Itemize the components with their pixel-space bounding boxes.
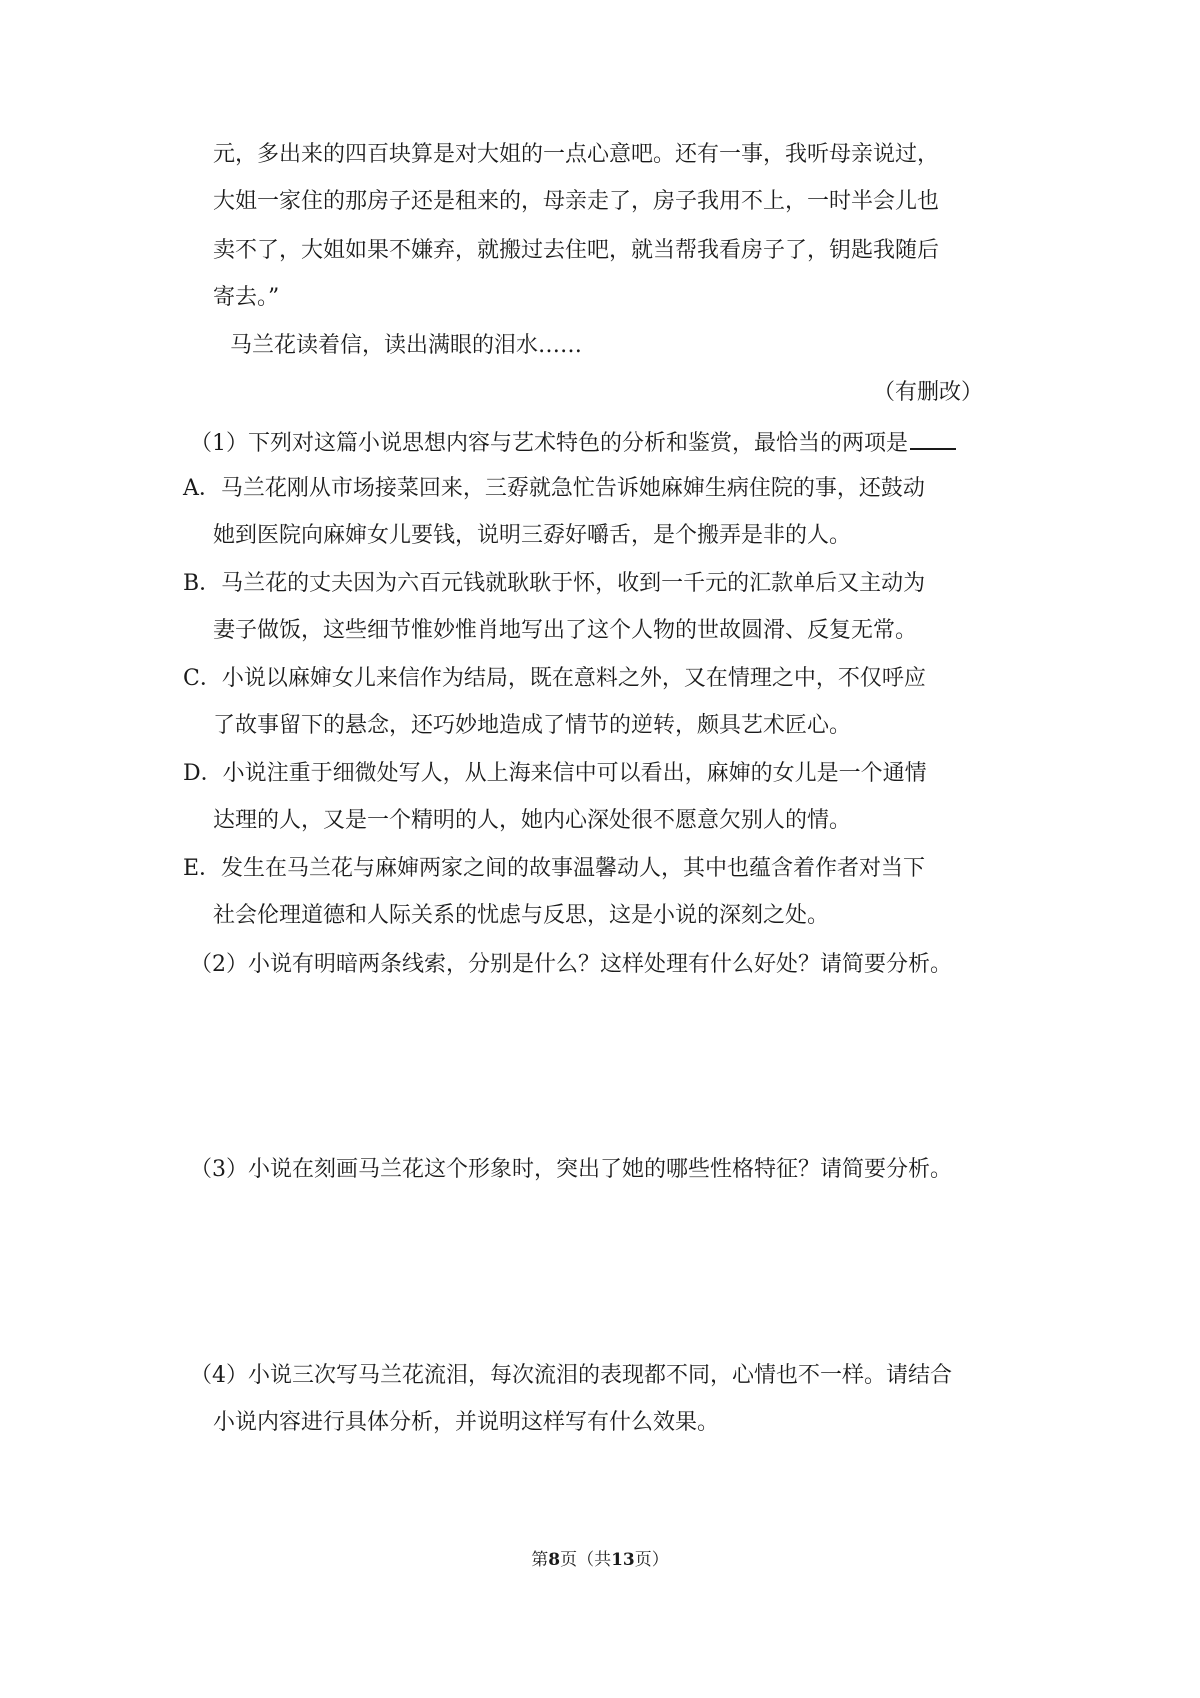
passage-line: 卖不了，大姐如果不嫌弃，就搬过去住吧，就当帮我看房子了，钥匙我随后 <box>213 238 940 263</box>
passage-line: 寄去。” <box>213 285 280 310</box>
question-3: （3）小说在刻画马兰花这个形象时，突出了她的哪些性格特征？请简要分析。 <box>190 1157 952 1182</box>
passage-closing: 马兰花读着信，读出满眼的泪水…… <box>230 333 583 358</box>
option-b-line2: 妻子做饭，这些细节惟妙惟肖地写出了这个人物的世故圆滑、反复无常。 <box>213 618 918 643</box>
option-c-line2: 了故事留下的悬念，还巧妙地造成了情节的逆转，颇具艺术匠心。 <box>213 713 852 738</box>
option-e-line1: E．发生在马兰花与麻婶两家之间的故事温馨动人，其中也蕴含着作者对当下 <box>183 856 926 881</box>
footer-page-number: 8 <box>548 1550 561 1570</box>
footer-middle: 页（共 <box>560 1550 612 1570</box>
question-1 <box>190 426 956 459</box>
passage-line: 元，多出来的四百块算是对大姐的一点心意吧。还有一事，我听母亲说过， <box>213 142 940 167</box>
footer-total-pages: 13 <box>611 1550 635 1570</box>
question-1-text: （1）下列对这篇小说思想内容与艺术特色的分析和鉴赏，最恰当的两项是 <box>190 431 908 456</box>
answer-blank <box>910 426 956 450</box>
footer-prefix: 第 <box>531 1550 549 1570</box>
question-2: （2）小说有明暗两条线索，分别是什么？这样处理有什么好处？请简要分析。 <box>190 952 952 977</box>
footer-suffix: 页） <box>634 1550 669 1570</box>
page-footer <box>0 1549 1200 1571</box>
option-d-line2: 达理的人，又是一个精明的人，她内心深处很不愿意欠别人的情。 <box>213 808 852 833</box>
option-a-line1: A．马兰花刚从市场接菜回来，三孬就急忙告诉她麻婶生病住院的事，还鼓动 <box>183 476 925 501</box>
option-b-line1: B．马兰花的丈夫因为六百元钱就耿耿于怀，收到一千元的汇款单后又主动为 <box>183 571 926 596</box>
option-e-line2: 社会伦理道德和人际关系的忧虑与反思，这是小说的深刻之处。 <box>213 903 830 928</box>
option-a-line2: 她到医院向麻婶女儿要钱，说明三孬好嚼舌，是个搬弄是非的人。 <box>213 523 852 548</box>
passage-attribution: （有删改） <box>872 380 983 405</box>
passage-line: 大姐一家住的那房子还是租来的，母亲走了，房子我用不上，一时半会儿也 <box>213 189 940 214</box>
option-d-line1: D．小说注重于细微处写人，从上海来信中可以看出，麻婶的女儿是一个通情 <box>183 761 927 786</box>
question-4-line1: （4）小说三次写马兰花流泪，每次流泪的表现都不同，心情也不一样。请结合 <box>190 1363 952 1388</box>
option-c-line1: C．小说以麻婶女儿来信作为结局，既在意料之外，又在情理之中，不仅呼应 <box>183 666 926 691</box>
question-4-line2: 小说内容进行具体分析，并说明这样写有什么效果。 <box>213 1410 720 1435</box>
